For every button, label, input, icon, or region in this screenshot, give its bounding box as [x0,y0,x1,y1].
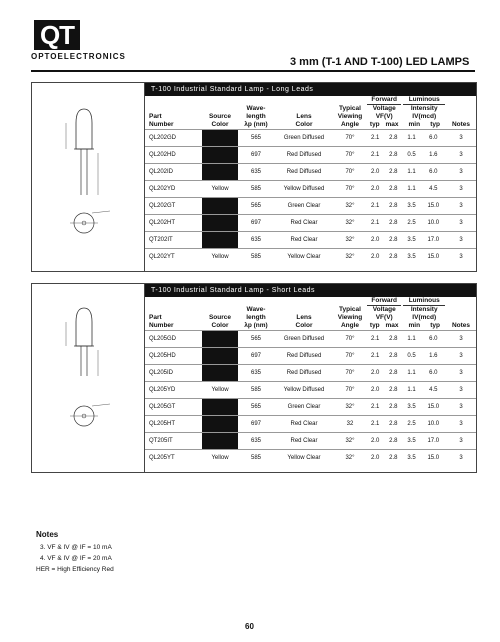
cell-part-number: QL205HD [145,348,202,365]
cell-wavelength: 635 [238,232,274,249]
cell-viewing-angle: 32° [334,433,366,450]
cell-iv-typ: 15.0 [421,450,446,467]
cell-part-number: QL205ID [145,365,202,382]
table-row [145,198,476,215]
cell-vf-typ: 2.0 [366,433,384,450]
table-row [145,249,476,266]
cell-lens-color: Yellow Diffused [274,382,334,399]
cell-viewing-angle: 32° [334,450,366,467]
cell-viewing-angle: 32° [334,232,366,249]
cell-vf-max: 2.8 [384,130,402,147]
col-wavelength: Wave- length λp (nm) [244,105,268,128]
cell-note: 3 [446,331,476,348]
cell-lens-color: Green Diffused [274,130,334,147]
cell-vf-max: 2.8 [384,382,402,399]
cell-viewing-angle: 32° [334,399,366,416]
company-logo-subtitle: OPTOELECTRONICS [31,52,126,61]
cell-vf-max: 2.8 [384,181,402,198]
cell-iv-typ: 17.0 [421,232,446,249]
cell-iv-min: 2.5 [402,416,420,433]
cell-vf-max: 2.8 [384,348,402,365]
table-row [145,164,476,181]
cell-viewing-angle: 70° [334,331,366,348]
cell-wavelength: 585 [238,249,274,266]
cell-vf-max: 2.8 [384,331,402,348]
cell-source-color [202,348,238,365]
cell-part-number: QT202IT [145,232,202,249]
col-luminous-intensity: Luminous Intensity IV(mcd) min typ [402,297,446,331]
cell-wavelength: 565 [238,130,274,147]
table-row [145,215,476,232]
cell-part-number: QL202HT [145,215,202,232]
col-part-number: Part Number [149,314,174,329]
table-row [145,416,476,433]
led-outline-drawing [32,284,144,472]
cell-part-number: QL205HT [145,416,202,433]
section-title: T-100 Industrial Standard Lamp - Short Leads [145,284,476,297]
cell-lens-color: Red Clear [274,232,334,249]
cell-viewing-angle: 70° [334,130,366,147]
cell-source-color [202,130,238,147]
cell-source-color [202,164,238,181]
cell-part-number: QL205YD [145,382,202,399]
cell-lens-color: Red Clear [274,215,334,232]
col-lens-color: Lens Color [295,113,313,128]
cell-iv-typ: 6.0 [421,164,446,181]
cell-wavelength: 635 [238,365,274,382]
cell-vf-typ: 2.1 [366,130,384,147]
cell-source-color: Yellow [202,181,238,198]
cell-iv-min: 3.5 [402,249,420,266]
cell-lens-color: Red Diffused [274,348,334,365]
cell-vf-typ: 2.0 [366,382,384,399]
cell-viewing-angle: 70° [334,348,366,365]
cell-vf-max: 2.8 [384,365,402,382]
cell-viewing-angle: 32° [334,249,366,266]
col-source-color: Source Color [208,113,232,128]
cell-vf-typ: 2.1 [366,331,384,348]
cell-vf-typ: 2.0 [366,164,384,181]
cell-vf-typ: 2.0 [366,232,384,249]
cell-lens-color: Red Diffused [274,164,334,181]
cell-viewing-angle: 70° [334,365,366,382]
cell-wavelength: 585 [238,450,274,467]
cell-vf-max: 2.8 [384,164,402,181]
table-row [145,348,476,365]
cell-iv-min: 3.5 [402,433,420,450]
table-row [145,181,476,198]
cell-lens-color: Red Clear [274,416,334,433]
cell-wavelength: 635 [238,433,274,450]
cell-vf-max: 2.8 [384,399,402,416]
cell-part-number: QL202GT [145,198,202,215]
table-row [145,365,476,382]
cell-note: 3 [446,416,476,433]
cell-source-color [202,331,238,348]
cell-source-color [202,399,238,416]
cell-wavelength: 565 [238,331,274,348]
cell-vf-typ: 2.1 [366,348,384,365]
col-notes: Notes [451,121,471,128]
note-3: 3. VF & IV @ IF = 10 mA [40,544,112,551]
cell-source-color [202,433,238,450]
cell-vf-typ: 2.0 [366,365,384,382]
col-viewing-angle: Typical Viewing Angle [337,105,363,128]
cell-note: 3 [446,232,476,249]
cell-iv-min: 1.1 [402,130,420,147]
cell-part-number: QL202YD [145,181,202,198]
col-forward-voltage: Forward Voltage VF(V) typ max [366,297,402,331]
cell-iv-min: 1.1 [402,181,420,198]
cell-note: 3 [446,164,476,181]
cell-note: 3 [446,382,476,399]
cell-iv-typ: 10.0 [421,215,446,232]
col-forward-voltage: Forward Voltage VF(V) typ max [366,96,402,130]
table-row [145,399,476,416]
cell-lens-color: Yellow Diffused [274,181,334,198]
cell-note: 3 [446,399,476,416]
cell-wavelength: 697 [238,416,274,433]
cell-lens-color: Yellow Clear [274,249,334,266]
col-luminous-intensity: Luminous Intensity IV(mcd) min typ [402,96,446,130]
cell-wavelength: 635 [238,164,274,181]
company-logo: QT [34,20,80,50]
cell-vf-max: 2.8 [384,433,402,450]
cell-note: 3 [446,249,476,266]
cell-note: 3 [446,348,476,365]
cell-vf-max: 2.8 [384,198,402,215]
cell-vf-max: 2.8 [384,416,402,433]
cell-viewing-angle: 70° [334,147,366,164]
cell-note: 3 [446,181,476,198]
cell-viewing-angle: 70° [334,164,366,181]
page-number: 60 [245,622,254,631]
cell-viewing-angle: 32° [334,198,366,215]
cell-part-number: QT205IT [145,433,202,450]
cell-vf-max: 2.8 [384,249,402,266]
col-notes: Notes [451,322,471,329]
cell-iv-min: 3.5 [402,399,420,416]
cell-source-color [202,232,238,249]
cell-lens-color: Green Clear [274,399,334,416]
cell-vf-max: 2.8 [384,215,402,232]
table-row [145,382,476,399]
cell-vf-typ: 2.1 [366,399,384,416]
led-dimension-drawing [32,284,145,472]
cell-vf-max: 2.8 [384,450,402,467]
section-long-leads [31,82,477,272]
led-spec-table [145,96,476,265]
cell-iv-typ: 15.0 [421,249,446,266]
cell-viewing-angle: 32 [334,416,366,433]
cell-iv-typ: 15.0 [421,198,446,215]
cell-wavelength: 697 [238,215,274,232]
cell-lens-color: Yellow Clear [274,450,334,467]
cell-source-color: Yellow [202,450,238,467]
header-divider [31,70,475,72]
cell-iv-typ: 6.0 [421,331,446,348]
led-dimension-drawing [32,83,145,271]
cell-iv-min: 3.5 [402,198,420,215]
cell-source-color [202,198,238,215]
cell-part-number: QL202YT [145,249,202,266]
cell-source-color: Yellow [202,249,238,266]
cell-vf-typ: 2.0 [366,249,384,266]
cell-iv-min: 1.1 [402,365,420,382]
cell-part-number: QL202HD [145,147,202,164]
cell-lens-color: Red Diffused [274,365,334,382]
cell-iv-typ: 6.0 [421,365,446,382]
cell-lens-color: Green Clear [274,198,334,215]
cell-iv-min: 3.5 [402,232,420,249]
cell-iv-typ: 10.0 [421,416,446,433]
cell-wavelength: 565 [238,399,274,416]
cell-iv-typ: 1.6 [421,147,446,164]
cell-iv-typ: 6.0 [421,130,446,147]
cell-vf-typ: 2.1 [366,416,384,433]
col-part-number: Part Number [149,113,174,128]
cell-viewing-angle: 32° [334,215,366,232]
cell-iv-min: 1.1 [402,164,420,181]
cell-note: 3 [446,147,476,164]
cell-vf-typ: 2.1 [366,215,384,232]
cell-viewing-angle: 70° [334,382,366,399]
cell-source-color [202,416,238,433]
cell-vf-typ: 2.0 [366,450,384,467]
cell-vf-max: 2.8 [384,232,402,249]
cell-iv-min: 3.5 [402,450,420,467]
cell-iv-typ: 15.0 [421,399,446,416]
table-row [145,147,476,164]
col-wavelength: Wave- length λp (nm) [244,306,268,329]
cell-wavelength: 585 [238,382,274,399]
cell-vf-typ: 2.1 [366,198,384,215]
cell-iv-min: 0.5 [402,348,420,365]
cell-lens-color: Red Clear [274,433,334,450]
cell-lens-color: Green Diffused [274,331,334,348]
cell-wavelength: 697 [238,147,274,164]
cell-wavelength: 565 [238,198,274,215]
cell-part-number: QL205GT [145,399,202,416]
col-lens-color: Lens Color [295,314,313,329]
cell-iv-min: 1.1 [402,331,420,348]
note-her-definition: HER = High Efficiency Red [36,566,114,573]
notes-title: Notes [36,530,59,539]
section-title: T-100 Industrial Standard Lamp - Long Leads [145,83,476,96]
cell-source-color [202,215,238,232]
cell-source-color [202,147,238,164]
cell-iv-typ: 4.5 [421,382,446,399]
page-title: 3 mm (T-1 AND T-100) LED LAMPS [290,56,470,68]
section-short-leads [31,283,477,473]
table-row [145,450,476,467]
cell-note: 3 [446,433,476,450]
cell-note: 3 [446,198,476,215]
cell-source-color [202,365,238,382]
cell-part-number: QL205YT [145,450,202,467]
cell-part-number: QL202GD [145,130,202,147]
cell-iv-min: 1.1 [402,382,420,399]
cell-iv-typ: 17.0 [421,433,446,450]
table-row [145,232,476,249]
cell-iv-typ: 1.6 [421,348,446,365]
cell-iv-typ: 4.5 [421,181,446,198]
table-row [145,331,476,348]
cell-iv-min: 2.5 [402,215,420,232]
cell-viewing-angle: 70° [334,181,366,198]
table-row [145,130,476,147]
cell-vf-typ: 2.1 [366,147,384,164]
col-source-color: Source Color [208,314,232,329]
cell-wavelength: 585 [238,181,274,198]
led-spec-table [145,297,476,466]
cell-note: 3 [446,365,476,382]
note-4: 4. VF & IV @ IF = 20 mA [40,555,112,562]
cell-lens-color: Red Diffused [274,147,334,164]
led-outline-drawing [32,83,144,271]
cell-note: 3 [446,450,476,467]
cell-note: 3 [446,130,476,147]
cell-part-number: QL202ID [145,164,202,181]
col-viewing-angle: Typical Viewing Angle [337,306,363,329]
cell-vf-typ: 2.0 [366,181,384,198]
cell-iv-min: 0.5 [402,147,420,164]
cell-vf-max: 2.8 [384,147,402,164]
cell-wavelength: 697 [238,348,274,365]
cell-source-color: Yellow [202,382,238,399]
table-row [145,433,476,450]
cell-part-number: QL205GD [145,331,202,348]
cell-note: 3 [446,215,476,232]
